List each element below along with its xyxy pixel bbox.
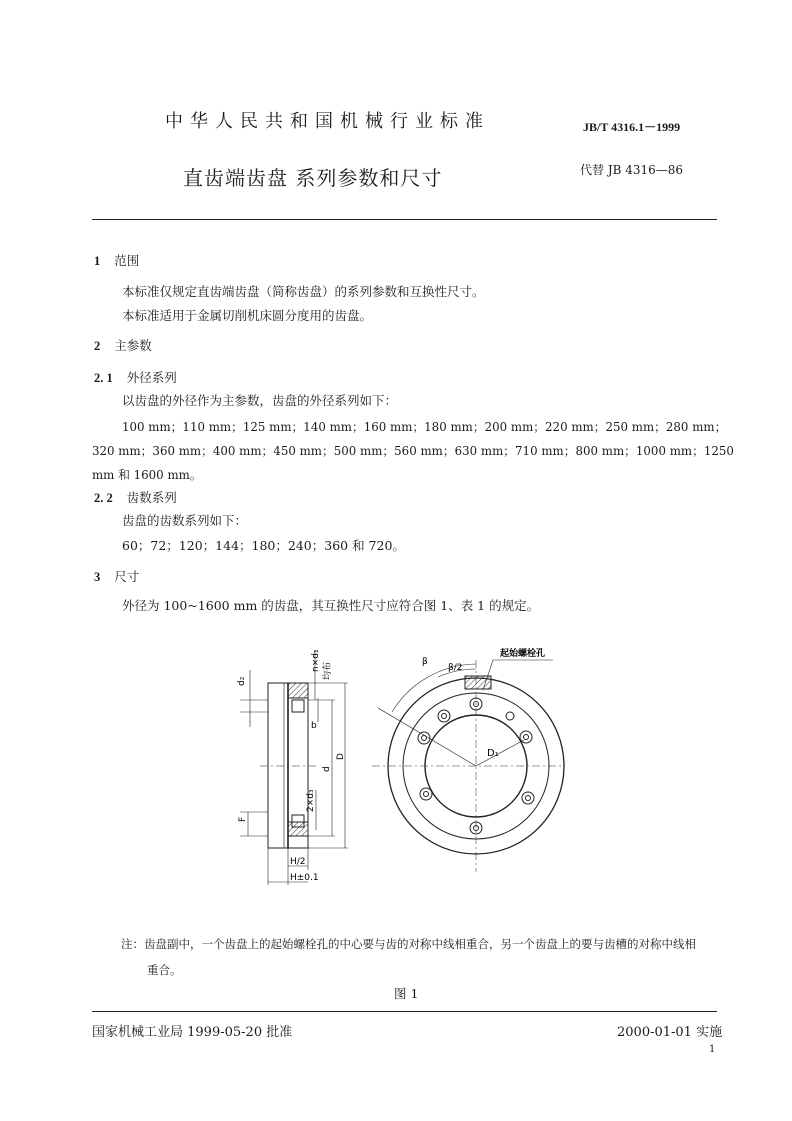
label-H: H±0.1: [290, 873, 319, 883]
figure-caption: 图 1: [394, 986, 419, 1001]
diameter-series-line-1: 100 mm；110 mm；125 mm；140 mm；160 mm；180 mm；200 mm；220 mm；250 mm；280 mm；: [122, 420, 727, 434]
label-nxd1: n×d₁: [311, 649, 321, 672]
label-D: D: [336, 753, 346, 760]
section-2-heading: [94, 336, 152, 354]
section-title: 齿数系列: [126, 490, 177, 505]
label-d2: d₂: [237, 676, 247, 686]
label-b: b: [311, 721, 317, 731]
figure-1-drawing: [225, 640, 565, 895]
front-view: [372, 660, 565, 872]
bolt-hole-top: [292, 700, 304, 712]
section-2-2-heading: [94, 488, 177, 506]
bolt-hole: [438, 710, 450, 722]
section-number: 2. 2: [94, 491, 113, 505]
label-beta-half: β/2: [448, 663, 463, 673]
diameter-series-line-2: 320 mm；360 mm；400 mm；450 mm；500 mm；560 mm；630 mm；710 mm；800 mm；1000 mm；1250: [92, 444, 734, 458]
section-title: 主参数: [114, 338, 152, 353]
header-rule: [92, 219, 717, 220]
section-2-1-heading: [94, 368, 177, 386]
label-beta: β: [422, 657, 428, 667]
replaces-note: 代替 JB 4316—86: [580, 163, 684, 177]
label-d: d: [322, 766, 332, 772]
figure-note-line-1: 注：齿盘副中，一个齿盘上的起始螺栓孔的中心要与齿的对称中线相重合，另一个齿盘上的要与齿槽的对称中线相: [121, 937, 696, 951]
section-number: 3: [94, 570, 101, 584]
paragraph: 本标准仅规定直齿端齿盘（简称齿盘）的系列参数和互换性尺寸。: [122, 284, 485, 299]
paragraph: 本标准适用于金属切削机床圆分度用的齿盘。: [122, 308, 373, 323]
section-title: 范围: [114, 253, 140, 268]
bolt-hole: [420, 788, 432, 800]
document-title: 直齿端齿盘 系列参数和尺寸: [183, 166, 443, 190]
approval-info: 国家机械工业局 1999-05-20 批准: [92, 1025, 293, 1040]
section-number: 2. 1: [94, 371, 113, 385]
label-H2: H/2: [290, 857, 306, 867]
paragraph: 齿盘的齿数系列如下：: [122, 513, 248, 528]
section-1-heading: [94, 251, 139, 269]
section-number: 2: [94, 339, 101, 353]
bolt-hole: [520, 731, 532, 743]
bolt-hole: [522, 792, 534, 804]
paragraph: 外径为 100~1600 mm 的齿盘，其互换性尺寸应符合图 1、表 1 的规定。: [122, 598, 540, 613]
standard-name: 中华人民共和国机械行业标准: [165, 111, 490, 132]
hatched-teeth-bottom: [288, 822, 308, 836]
figure-note-line-2: 重合。: [147, 963, 182, 977]
page-number: 1: [709, 1044, 716, 1055]
label-D1: D₁: [487, 748, 499, 759]
section-3-heading: [94, 567, 139, 585]
diameter-series-line-3: mm 和 1600 mm。: [92, 468, 202, 482]
section-title: 外径系列: [126, 370, 177, 385]
paragraph: 以齿盘的外径作为主参数，齿盘的外径系列如下：: [122, 393, 398, 408]
teeth-series: 60；72；120；144；180；240；360 和 720。: [122, 538, 405, 553]
label-F: F: [238, 816, 248, 822]
label-uniform: 均布: [323, 661, 333, 680]
bolt-hole: [506, 712, 514, 720]
section-title: 尺寸: [114, 569, 140, 584]
standard-number: JB/T 4316.1－1999: [583, 120, 681, 134]
section-number: 1: [94, 254, 101, 268]
effective-date: 2000-01-01 实施: [617, 1025, 723, 1040]
label-start-hole: 起始螺栓孔: [500, 649, 546, 659]
label-2xd3: 2×d₃: [306, 789, 316, 812]
hatched-teeth-top: [288, 683, 308, 698]
footer-rule: [92, 1011, 717, 1012]
